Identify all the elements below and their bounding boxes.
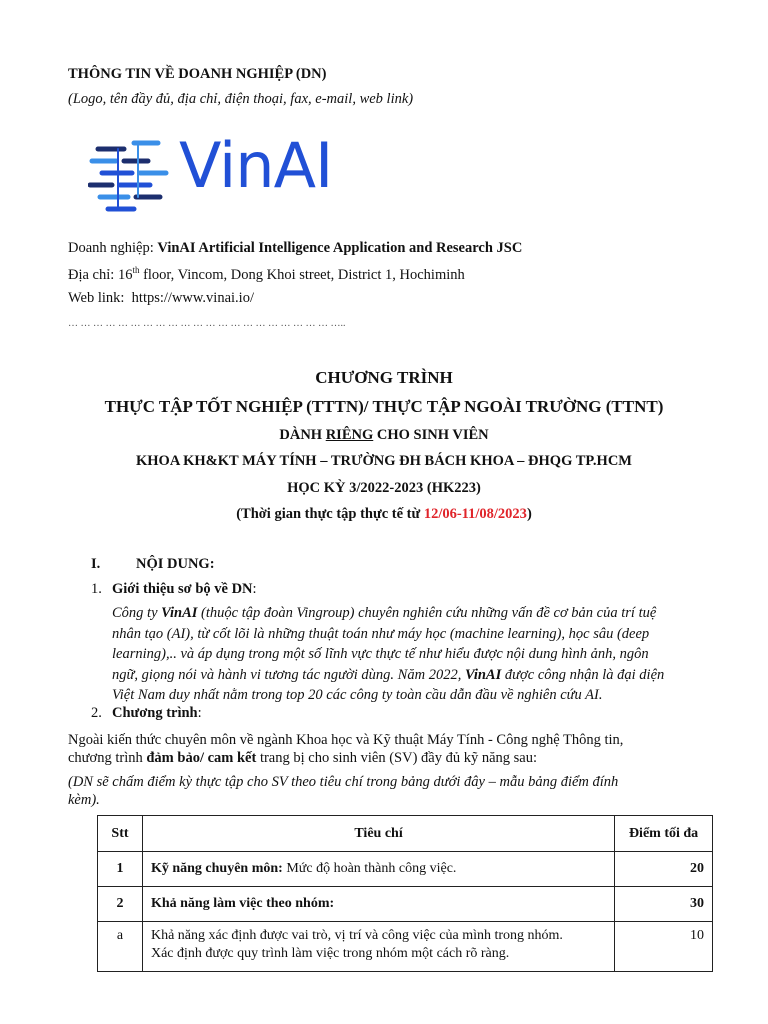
header-criteria: Tiêu chí — [142, 816, 614, 852]
row-score: 30 — [615, 887, 713, 922]
period-post: ) — [526, 506, 532, 522]
section-subtitle: (Logo, tên đầy đủ, địa chỉ, điện thoại, fax, e-mail, web link) — [68, 91, 414, 107]
section-number: I. — [91, 556, 101, 572]
criteria-text: Mức độ hoàn thành công việc. — [282, 861, 457, 876]
note-line: (DN sẽ chấm điểm kỳ thực tập cho SV theo tiêu chí trong bảng dưới đây – mẫu bảng điểm đính — [68, 774, 619, 790]
program-text: trang bị cho sinh viên (SV) đầy đủ kỹ năng sau: — [256, 750, 538, 766]
program-audience — [0, 427, 768, 444]
program-text: chương trình — [68, 750, 147, 766]
item1-heading — [112, 581, 257, 598]
criteria-table — [97, 815, 713, 972]
row-score: 10 — [615, 922, 713, 972]
criteria-bold: Kỹ năng chuyên môn: — [150, 861, 283, 876]
intro-text: (thuộc tập đoàn Vingroup) chuyên nghiên cứu những vấn đề cơ bản của trí tuệ — [197, 605, 657, 621]
intro-text: ngữ, giọng nói và hành vi tương tác người dùng. Năm 2022, — [112, 666, 465, 683]
item1-number: 1. — [91, 581, 102, 597]
row-stt: a — [98, 922, 143, 972]
audience-post: CHO SINH VIÊN — [373, 427, 489, 443]
intro-line: learning),.. và áp dụng trong một số lĩnh vực thực tế như hiểu được nội dung hình ảnh, ngôn — [112, 646, 649, 662]
company-address-sup: th — [132, 265, 140, 275]
note-line: kèm). — [68, 792, 100, 808]
company-name-line — [68, 240, 522, 257]
grading-note — [68, 773, 700, 809]
intro-line: nhân tạo (AI), từ cốt lõi là những thuật toán như máy học (machine learning), học sâu (deep — [112, 625, 650, 642]
vinai-logo — [88, 129, 333, 220]
vinai-logo-text: VinAI — [179, 129, 333, 202]
item2-title: Chương trình — [112, 705, 198, 721]
item2-heading — [112, 705, 202, 722]
program-line — [68, 749, 700, 767]
company-web-link[interactable]: https://www.vinai.io/ — [131, 290, 254, 306]
item1-colon: : — [252, 581, 257, 597]
table-row — [98, 887, 713, 922]
row-criteria — [142, 852, 614, 887]
company-web-line — [68, 290, 254, 307]
company-address-line — [68, 265, 465, 284]
program-commitment: đảm bảo/ cam kết — [146, 750, 257, 766]
row-stt: 2 — [98, 887, 143, 922]
program-semester: HỌC KỲ 3/2022-2023 (HK223) — [287, 480, 481, 496]
program-title: CHƯƠNG TRÌNH — [315, 368, 453, 387]
row-criteria: Khả năng làm việc theo nhóm: — [142, 887, 614, 922]
audience-underlined: RIÊNG — [325, 427, 374, 443]
table-row — [98, 852, 713, 887]
row-stt: 1 — [98, 852, 143, 887]
header-stt: Stt — [98, 816, 143, 852]
header-max-score: Điểm tối đa — [615, 816, 713, 852]
company-web-label: Web link: — [68, 290, 125, 306]
program-faculty: KHOA KH&KT MÁY TÍNH – TRƯỜNG ĐH BÁCH KHOA – ĐHQG TP.HCM — [135, 453, 632, 469]
company-name: VinAI Artificial Intelligence Application and Research JSC — [157, 240, 523, 256]
intro-line: Việt Nam duy nhất nằm trong top 20 các công ty toàn cầu dẫn đầu về nghiên cứu AI. — [112, 687, 603, 703]
period-pre: (Thời gian thực tập thực tế từ — [236, 506, 424, 522]
section-heading: NỘI DUNG: — [136, 556, 215, 572]
intro-text: Công ty — [112, 605, 162, 621]
company-address-num: 16 — [117, 266, 133, 283]
item2-colon: : — [197, 705, 202, 721]
section-title: THÔNG TIN VỀ DOANH NGHIỆP (DN) — [68, 66, 327, 82]
intro-company-name: VinAI — [161, 605, 198, 621]
vinai-logo-icon — [88, 135, 170, 220]
row-criteria — [142, 922, 614, 972]
company-intro-paragraph — [112, 603, 700, 706]
program-period — [0, 506, 768, 523]
table-row — [98, 922, 713, 972]
intro-company-name: VinAI — [464, 666, 502, 683]
intro-line — [112, 603, 700, 624]
row-score: 20 — [615, 852, 713, 887]
audience-pre: DÀNH — [279, 427, 326, 443]
intro-line — [112, 665, 700, 686]
dotted-separator: … … … … … … … … … … … … … … … … … … … … … ….. — [68, 318, 346, 329]
table-header-row — [98, 816, 713, 852]
item2-number: 2. — [91, 705, 102, 721]
criteria-text: Khả năng xác định được vai trò, vị trí và công việc của mình trong nhóm. — [150, 928, 563, 943]
company-address-label: Địa chỉ: — [68, 266, 115, 283]
criteria-text: Xác định được quy trình làm việc trong nhóm một cách rõ ràng. — [150, 946, 510, 961]
program-subtitle: THỰC TẬP TỐT NGHIỆP (TTTN)/ THỰC TẬP NGOÀI TRƯỜNG (TTNT) — [104, 397, 664, 416]
item1-title: Giới thiệu sơ bộ về DN — [112, 581, 253, 597]
program-line: Ngoài kiến thức chuyên môn về ngành Khoa học và Kỹ thuật Máy Tính - Công nghệ Thông tin, — [68, 732, 624, 748]
period-dates: 12/06-11/08/2023 — [423, 506, 527, 522]
company-address: floor, Vincom, Dong Khoi street, District 1, Hochiminh — [143, 266, 465, 283]
company-name-label: Doanh nghiệp: — [68, 240, 154, 256]
intro-text: được công nhận là đại diện — [501, 666, 665, 683]
program-paragraph — [68, 731, 700, 767]
